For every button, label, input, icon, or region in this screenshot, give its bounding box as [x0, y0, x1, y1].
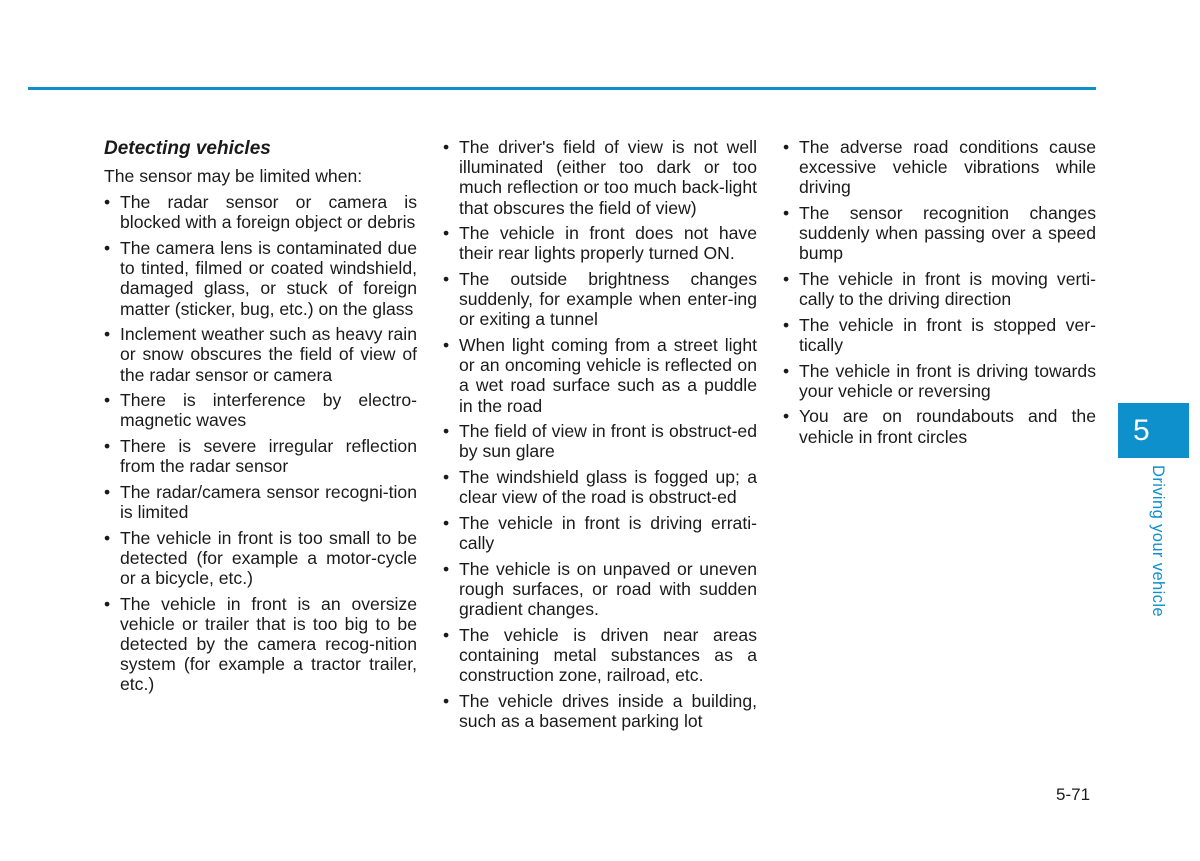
- list-item: • The adverse road conditions cause excessive vehicle vibrations while driving: [783, 137, 1096, 198]
- list-item: • The vehicle in front is too small to be detected (for example a motor-cycle or a bicycle, etc.): [104, 528, 417, 589]
- header-rule: [28, 87, 1096, 90]
- column-1: [104, 137, 417, 700]
- list-item: • You are on roundabouts and the vehicle in front circles: [783, 406, 1096, 446]
- list-item: • The outside brightness changes suddenly, for example when enter-ing or exiting a tunnel: [443, 269, 757, 330]
- bullet-list-2: [443, 137, 757, 731]
- list-item: • The vehicle in front is moving verti-cally to the driving direction: [783, 269, 1096, 309]
- column-3: [783, 137, 1096, 452]
- chapter-title: Driving your vehicle: [1149, 465, 1167, 617]
- list-item: • The driver's field of view is not well illuminated (either too dark or too much reflection or too much back-light that obscures the field of view): [443, 137, 757, 218]
- list-item: • The vehicle in front is an oversize vehicle or trailer that is too big to be detected by the camera recog-nition system (for example a tractor trailer, etc.): [104, 594, 417, 695]
- column-2: [443, 137, 757, 736]
- page-number: 5-71: [1056, 785, 1091, 804]
- list-item: • The vehicle is on unpaved or uneven rough surfaces, or road with sudden gradient changes.: [443, 559, 757, 620]
- list-item: • When light coming from a street light or an oncoming vehicle is reflected on a wet road surface such as a puddle in the road: [443, 335, 757, 416]
- list-item: • The radar sensor or camera is blocked with a foreign object or debris: [104, 192, 417, 232]
- list-item: • The vehicle drives inside a building, such as a basement parking lot: [443, 691, 757, 731]
- list-item: • The vehicle in front is stopped ver-tically: [783, 315, 1096, 355]
- list-item: • Inclement weather such as heavy rain or snow obscures the field of view of the radar sensor or camera: [104, 324, 417, 385]
- list-item: • The camera lens is contaminated due to tinted, filmed or coated windshield, damaged glass, or stuck of foreign matter (sticker, bug, etc.) on the glass: [104, 238, 417, 319]
- list-item: • The windshield glass is fogged up; a clear view of the road is obstruct-ed: [443, 467, 757, 507]
- list-item: • The radar/camera sensor recogni-tion is limited: [104, 482, 417, 522]
- list-item: • The vehicle in front is driving towards your vehicle or reversing: [783, 361, 1096, 401]
- list-item: • The vehicle is driven near areas containing metal substances as a construction zone, railroad, etc.: [443, 625, 757, 686]
- section-heading: Detecting vehicles: [104, 138, 271, 159]
- list-item: • There is severe irregular reflection from the radar sensor: [104, 436, 417, 476]
- list-item: • The sensor recognition changes suddenly when passing over a speed bump: [783, 203, 1096, 264]
- bullet-list-1: [104, 192, 417, 694]
- bullet-list-3: [783, 137, 1096, 447]
- list-item: • The field of view in front is obstruct-ed by sun glare: [443, 421, 757, 461]
- chapter-tab: 5: [1118, 403, 1189, 458]
- intro-text: The sensor may be limited when:: [104, 166, 363, 186]
- list-item: • The vehicle in front does not have their rear lights properly turned ON.: [443, 223, 757, 263]
- list-item: • The vehicle in front is driving errati-cally: [443, 513, 757, 553]
- list-item: • There is interference by electro-magnetic waves: [104, 390, 417, 430]
